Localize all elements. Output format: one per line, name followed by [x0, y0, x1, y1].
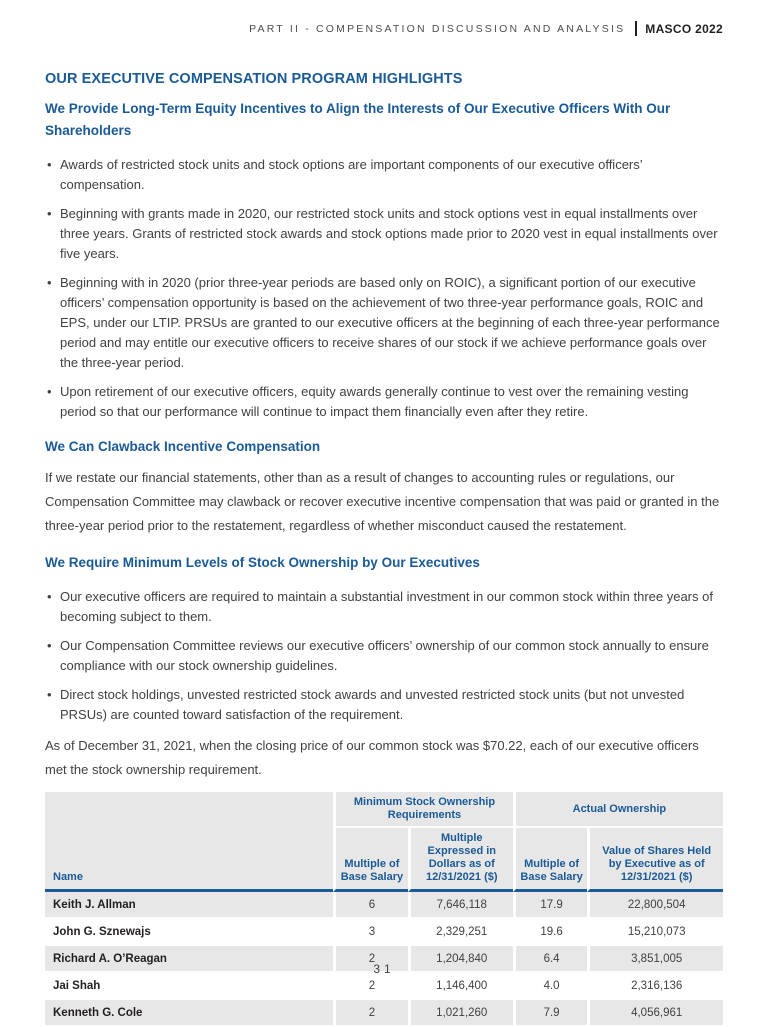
stock-ownership-table	[45, 792, 723, 1027]
cell-name: John G. Sznewajs	[45, 919, 333, 946]
column-header-name: Name	[45, 792, 333, 892]
heading-clawback: We Can Clawback Incentive Compensation	[45, 439, 321, 454]
bullet-item: • Upon retirement of our executive officers, equity awards generally continue to vest over the remaining vesting period so that our performance will continue to impact them financially even after they retire.	[45, 382, 723, 422]
ownership-bullet-list	[45, 587, 723, 725]
bullet-item: • Beginning with in 2020 (prior three-year periods are based only on ROIC), a significant portion of our executive officers’ compensation opportunity is based on the achievement of two three-year performance goals, ROIC and EPS, under our LTIP. PRSUs are granted to our executive officers at the beginning of each three-year performance period and may entitle our executive officers to receive shares of our stock if we achieve performance goals over the three-year period.	[45, 273, 723, 373]
table-header	[45, 792, 723, 892]
cell-actual-multiple: 7.9	[513, 1000, 588, 1027]
cell-min-dollars: 1,204,840	[408, 946, 513, 973]
cell-min-dollars: 1,146,400	[408, 973, 513, 1000]
column-header-min-multiple: Multiple of Base Salary	[333, 828, 408, 892]
cell-min-dollars: 2,329,251	[408, 919, 513, 946]
cell-actual-multiple: 4.0	[513, 973, 588, 1000]
table-row	[45, 919, 723, 946]
table-row	[45, 1000, 723, 1027]
cell-min-multiple: 2	[333, 1000, 408, 1027]
cell-actual-multiple: 17.9	[513, 892, 588, 919]
bullet-item: • Awards of restricted stock units and stock options are important components of our executive officers’ compensation.	[45, 155, 723, 195]
cell-min-dollars: 1,021,260	[408, 1000, 513, 1027]
cell-actual-value: 3,851,005	[587, 946, 723, 973]
bullet-item: • Our executive officers are required to maintain a substantial investment in our common stock within three years of becoming subject to them.	[45, 587, 723, 627]
cell-min-multiple: 3	[333, 919, 408, 946]
page-title: OUR EXECUTIVE COMPENSATION PROGRAM HIGHLIGHTS	[45, 71, 463, 87]
column-header-actual-multiple: Multiple of Base Salary	[513, 828, 588, 892]
table-row	[45, 973, 723, 1000]
group-header-actual-ownership: Actual Ownership	[513, 792, 723, 828]
cell-min-multiple: 2	[333, 946, 408, 973]
page-header	[249, 21, 723, 36]
cell-actual-value: 15,210,073	[587, 919, 723, 946]
cell-name: Kenneth G. Cole	[45, 1000, 333, 1027]
bullet-item: • Our Compensation Committee reviews our executive officers’ ownership of our common stock annually to ensure compliance with our stock ownership guidelines.	[45, 636, 723, 676]
cell-actual-value: 4,056,961	[587, 1000, 723, 1027]
bullet-item: • Direct stock holdings, unvested restricted stock awards and unvested restricted stock units (but not unvested PRSUs) are counted toward satisfaction of the requirement.	[45, 685, 723, 725]
cell-actual-value: 2,316,136	[587, 973, 723, 1000]
page-number: 31	[373, 962, 395, 976]
heading-equity-incentives: We Provide Long-Term Equity Incentives to Align the Interests of Our Executive Officers With Our Shareholders	[45, 101, 671, 138]
page-content	[45, 71, 723, 1027]
table-body	[45, 892, 723, 1027]
heading-stock-ownership: We Require Minimum Levels of Stock Ownership by Our Executives	[45, 555, 480, 570]
cell-name: Richard A. O’Reagan	[45, 946, 333, 973]
group-header-minimum-requirements: Minimum Stock Ownership Requirements	[333, 792, 513, 828]
cell-min-multiple: 2	[333, 973, 408, 1000]
header-divider	[635, 21, 637, 36]
cell-min-multiple: 6	[333, 892, 408, 919]
equity-bullet-list	[45, 155, 723, 422]
cell-actual-multiple: 19.6	[513, 919, 588, 946]
column-header-actual-value: Value of Shares Held by Executive as of 12/31/2021 ($)	[587, 828, 723, 892]
clawback-paragraph: If we restate our financial statements, other than as a result of changes to accounting rules or regulations, our Compensation Committee may clawback or recover executive incentive compensation that was paid or granted in the three-year period prior to the restatement, regardless of whether misconduct caused the restatement.	[45, 470, 720, 533]
cell-name: Jai Shah	[45, 973, 333, 1000]
ownership-closing-paragraph: As of December 31, 2021, when the closing price of our common stock was $70.22, each of our executive officers met the stock ownership requirement.	[45, 738, 699, 777]
cell-min-dollars: 7,646,118	[408, 892, 513, 919]
table-row	[45, 892, 723, 919]
header-report-name: MASCO 2022	[645, 21, 723, 36]
bullet-item: • Beginning with grants made in 2020, our restricted stock units and stock options vest in equal installments over three years. Grants of restricted stock awards and stock options made prior to 2020 vest in equal installments over five years.	[45, 204, 723, 264]
column-header-min-dollars: Multiple Expressed in Dollars as of 12/31/2021 ($)	[408, 828, 513, 892]
cell-actual-multiple: 6.4	[513, 946, 588, 973]
cell-actual-value: 22,800,504	[587, 892, 723, 919]
header-section-title: PART II - COMPENSATION DISCUSSION AND ANALYSIS	[249, 22, 626, 35]
cell-name: Keith J. Allman	[45, 892, 333, 919]
